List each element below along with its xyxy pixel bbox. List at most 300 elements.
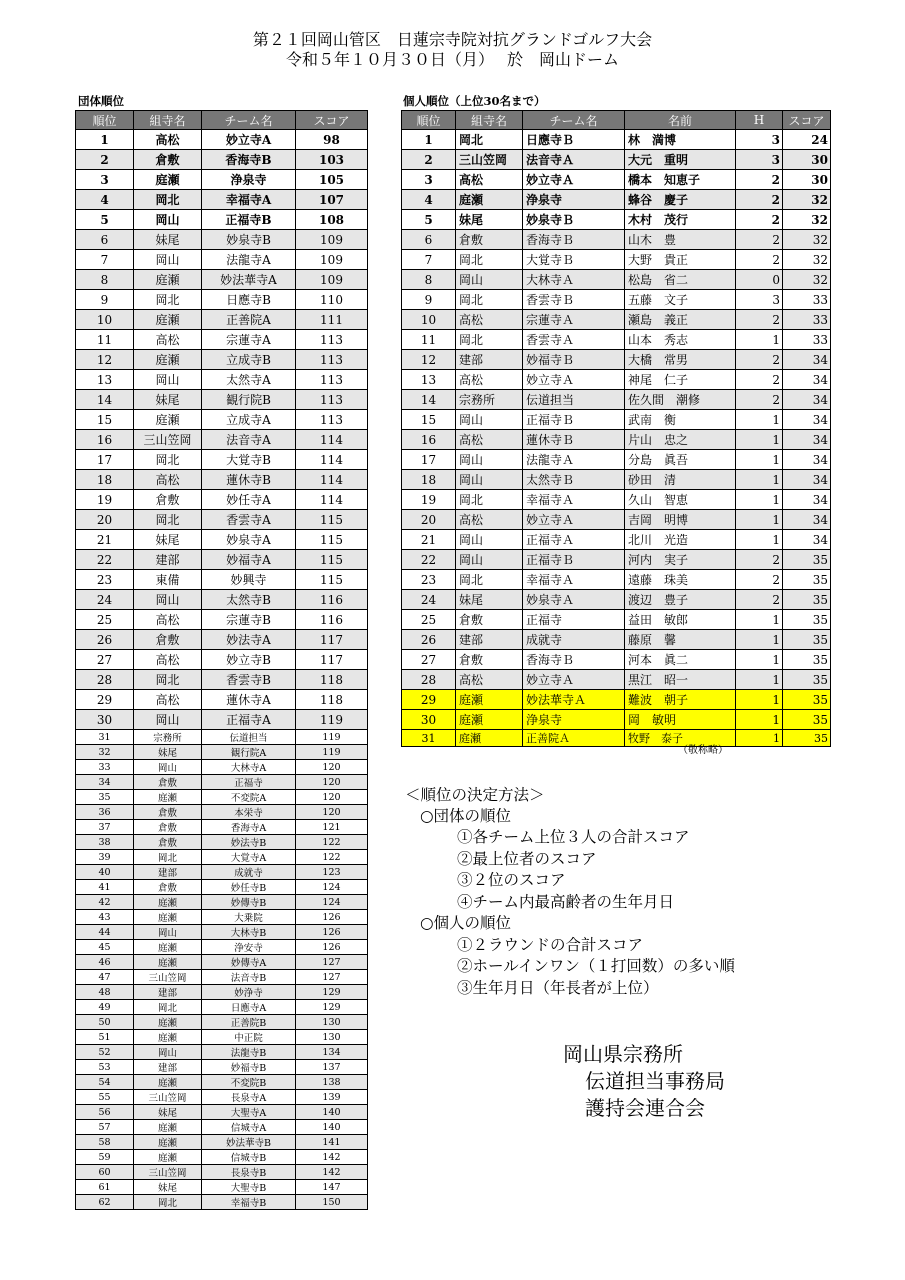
team-row: [76, 210, 368, 230]
team-row: [76, 290, 368, 310]
team-row: [76, 490, 368, 510]
team-cell-team: 正福寺B: [202, 210, 296, 230]
team-cell-score: 115: [296, 550, 368, 570]
team-cell-rank: 50: [76, 1015, 134, 1030]
individual-cell-team: 浄泉寺: [523, 710, 625, 730]
team-cell-group: 庭瀬: [134, 170, 202, 190]
team-cell-team: 妙浄寺: [202, 985, 296, 1000]
individual-row: [402, 710, 831, 730]
team-cell-rank: 6: [76, 230, 134, 250]
team-cell-rank: 57: [76, 1120, 134, 1135]
team-cell-rank: 2: [76, 150, 134, 170]
team-cell-score: 114: [296, 450, 368, 470]
individual-cell-name: 砂田 清: [625, 470, 736, 490]
individual-cell-h: 2: [736, 350, 783, 370]
team-cell-score: 123: [296, 865, 368, 880]
header-score: スコア: [296, 111, 368, 130]
team-cell-team: 妙福寺B: [202, 1060, 296, 1075]
individual-cell-h: 2: [736, 590, 783, 610]
individual-cell-rank: 15: [402, 410, 456, 430]
team-cell-team: 太然寺B: [202, 590, 296, 610]
team-cell-group: 庭瀬: [134, 895, 202, 910]
header-rank: 順位: [76, 111, 134, 130]
team-cell-score: 120: [296, 760, 368, 775]
individual-cell-name: 武南 衡: [625, 410, 736, 430]
team-cell-rank: 29: [76, 690, 134, 710]
team-cell-team: 正福寺: [202, 775, 296, 790]
team-cell-rank: 44: [76, 925, 134, 940]
team-cell-rank: 15: [76, 410, 134, 430]
individual-cell-team: 日應寺Ｂ: [523, 130, 625, 150]
individual-cell-rank: 6: [402, 230, 456, 250]
individual-ranking-label: 個人順位（上位30名まで）: [403, 94, 546, 108]
team-row: [76, 350, 368, 370]
team-cell-rank: 55: [76, 1090, 134, 1105]
team-row: [76, 1195, 368, 1210]
individual-row: [402, 410, 831, 430]
individual-cell-h: 1: [736, 430, 783, 450]
team-cell-team: 正福寺A: [202, 710, 296, 730]
team-cell-score: 150: [296, 1195, 368, 1210]
individual-cell-grp: 岡山: [456, 450, 523, 470]
individual-cell-score: 34: [783, 370, 831, 390]
team-cell-score: 140: [296, 1105, 368, 1120]
team-cell-group: 庭瀬: [134, 955, 202, 970]
team-row: [76, 1120, 368, 1135]
individual-cell-team: 正善院Ａ: [523, 730, 625, 747]
individual-row: [402, 550, 831, 570]
team-row: [76, 850, 368, 865]
individual-cell-name: 北川 光造: [625, 530, 736, 550]
individual-cell-score: 33: [783, 310, 831, 330]
individual-cell-name: 五藤 文子: [625, 290, 736, 310]
individual-row: [402, 370, 831, 390]
team-cell-rank: 49: [76, 1000, 134, 1015]
team-cell-group: 庭瀬: [134, 1150, 202, 1165]
individual-row: [402, 470, 831, 490]
team-cell-rank: 26: [76, 630, 134, 650]
individual-cell-name: 山本 秀志: [625, 330, 736, 350]
team-cell-team: 妙福寺A: [202, 550, 296, 570]
individual-row: [402, 730, 831, 747]
team-cell-team: 大覚寺A: [202, 850, 296, 865]
individual-row: [402, 390, 831, 410]
individual-row: [402, 130, 831, 150]
team-row: [76, 370, 368, 390]
individual-cell-rank: 18: [402, 470, 456, 490]
team-row: [76, 410, 368, 430]
team-cell-rank: 34: [76, 775, 134, 790]
team-row: [76, 690, 368, 710]
individual-cell-team: 香雲寺Ｂ: [523, 290, 625, 310]
team-cell-team: 大覚寺B: [202, 450, 296, 470]
individual-cell-grp: 岡山: [456, 470, 523, 490]
individual-cell-grp: 庭瀬: [456, 710, 523, 730]
individual-cell-team: 太然寺Ｂ: [523, 470, 625, 490]
team-cell-team: 法龍寺B: [202, 1045, 296, 1060]
individual-cell-rank: 12: [402, 350, 456, 370]
individual-cell-team: 宗蓮寺Ａ: [523, 310, 625, 330]
individual-cell-team: 妙立寺Ａ: [523, 370, 625, 390]
individual-cell-score: 35: [783, 610, 831, 630]
team-row: [76, 710, 368, 730]
individual-cell-rank: 1: [402, 130, 456, 150]
individual-cell-rank: 31: [402, 730, 456, 747]
honorifics-note: （敬称略）: [678, 745, 728, 756]
team-cell-rank: 22: [76, 550, 134, 570]
individual-cell-grp: 建部: [456, 630, 523, 650]
individual-cell-h: 1: [736, 470, 783, 490]
team-cell-rank: 18: [76, 470, 134, 490]
team-cell-team: 香海寺A: [202, 820, 296, 835]
team-cell-score: 111: [296, 310, 368, 330]
team-cell-team: 不変院A: [202, 790, 296, 805]
document-title: 第２１回岡山管区 日蓮宗寺院対抗グランドゴルフ大会: [252, 30, 653, 49]
individual-cell-grp: 庭瀬: [456, 730, 523, 747]
team-cell-group: 倉敷: [134, 820, 202, 835]
team-method-item: ④チーム内最高齢者の生年月日: [457, 893, 675, 911]
individual-cell-grp: 高松: [456, 430, 523, 450]
team-cell-group: 岡北: [134, 450, 202, 470]
individual-cell-name: 牧野 泰子: [625, 730, 736, 747]
team-cell-score: 130: [296, 1030, 368, 1045]
team-cell-group: 倉敷: [134, 775, 202, 790]
team-row: [76, 790, 368, 805]
team-cell-team: 妙泉寺B: [202, 230, 296, 250]
individual-cell-rank: 29: [402, 690, 456, 710]
team-row: [76, 745, 368, 760]
team-cell-team: 妙興寺: [202, 570, 296, 590]
team-cell-rank: 9: [76, 290, 134, 310]
team-cell-team: 妙任寺A: [202, 490, 296, 510]
team-cell-score: 120: [296, 805, 368, 820]
individual-cell-score: 35: [783, 630, 831, 650]
team-cell-rank: 21: [76, 530, 134, 550]
team-cell-group: 岡北: [134, 670, 202, 690]
team-cell-score: 139: [296, 1090, 368, 1105]
header-team: チーム名: [202, 111, 296, 130]
individual-cell-team: 正福寺: [523, 610, 625, 630]
individual-cell-name: 河本 眞二: [625, 650, 736, 670]
individual-cell-score: 34: [783, 450, 831, 470]
individual-cell-score: 34: [783, 350, 831, 370]
individual-row: [402, 150, 831, 170]
team-row: [76, 130, 368, 150]
team-cell-team: 本栄寺: [202, 805, 296, 820]
individual-cell-h: 1: [736, 450, 783, 470]
team-cell-group: 東備: [134, 570, 202, 590]
team-cell-team: 大林寺A: [202, 760, 296, 775]
team-cell-group: 三山笠岡: [134, 1090, 202, 1105]
individual-cell-rank: 4: [402, 190, 456, 210]
team-cell-group: 岡山: [134, 760, 202, 775]
individual-cell-score: 24: [783, 130, 831, 150]
individual-cell-h: 2: [736, 230, 783, 250]
individual-cell-grp: 岡山: [456, 410, 523, 430]
team-cell-team: 妙任寺B: [202, 880, 296, 895]
team-cell-team: 正善院A: [202, 310, 296, 330]
individual-cell-h: 2: [736, 310, 783, 330]
individual-row: [402, 530, 831, 550]
individual-cell-grp: 岡北: [456, 490, 523, 510]
team-cell-team: 伝道担当: [202, 730, 296, 745]
team-cell-score: 140: [296, 1120, 368, 1135]
team-cell-rank: 1: [76, 130, 134, 150]
team-cell-rank: 16: [76, 430, 134, 450]
team-cell-score: 126: [296, 910, 368, 925]
individual-cell-team: 妙立寺Ａ: [523, 670, 625, 690]
team-row: [76, 150, 368, 170]
team-cell-score: 108: [296, 210, 368, 230]
team-row: [76, 1090, 368, 1105]
team-cell-group: 岡北: [134, 850, 202, 865]
individual-cell-rank: 20: [402, 510, 456, 530]
individual-cell-rank: 24: [402, 590, 456, 610]
individual-cell-name: 片山 忠之: [625, 430, 736, 450]
team-cell-score: 109: [296, 250, 368, 270]
individual-cell-rank: 13: [402, 370, 456, 390]
team-cell-rank: 28: [76, 670, 134, 690]
team-cell-group: 岡山: [134, 370, 202, 390]
team-cell-group: 建部: [134, 550, 202, 570]
team-cell-group: 高松: [134, 470, 202, 490]
individual-cell-grp: 宗務所: [456, 390, 523, 410]
team-cell-group: 庭瀬: [134, 310, 202, 330]
individual-cell-rank: 7: [402, 250, 456, 270]
team-cell-score: 122: [296, 850, 368, 865]
individual-method-item: ③生年月日（年長者が上位）: [457, 979, 659, 997]
individual-cell-team: 妙立寺Ａ: [523, 170, 625, 190]
individual-cell-h: 2: [736, 390, 783, 410]
individual-cell-score: 34: [783, 430, 831, 450]
team-cell-score: 105: [296, 170, 368, 190]
team-cell-score: 118: [296, 690, 368, 710]
individual-cell-grp: 岡北: [456, 330, 523, 350]
team-row: [76, 390, 368, 410]
team-cell-score: 113: [296, 350, 368, 370]
individual-row: [402, 170, 831, 190]
header-group: 組寺名: [134, 111, 202, 130]
team-cell-score: 134: [296, 1045, 368, 1060]
individual-cell-rank: 2: [402, 150, 456, 170]
individual-row: [402, 190, 831, 210]
team-method-item: ③２位のスコア: [457, 871, 566, 889]
individual-cell-name: 神尾 仁子: [625, 370, 736, 390]
team-cell-rank: 14: [76, 390, 134, 410]
individual-ranking-table: [401, 110, 831, 747]
team-row: [76, 610, 368, 630]
individual-cell-rank: 14: [402, 390, 456, 410]
individual-cell-h: 1: [736, 670, 783, 690]
team-cell-rank: 11: [76, 330, 134, 350]
team-row: [76, 630, 368, 650]
team-cell-group: 宗務所: [134, 730, 202, 745]
individual-row: [402, 610, 831, 630]
team-row: [76, 270, 368, 290]
team-cell-rank: 23: [76, 570, 134, 590]
individual-cell-rank: 5: [402, 210, 456, 230]
individual-cell-name: 難波 朝子: [625, 690, 736, 710]
individual-cell-grp: 岡北: [456, 570, 523, 590]
team-cell-score: 114: [296, 490, 368, 510]
individual-cell-name: 木村 茂行: [625, 210, 736, 230]
team-row: [76, 895, 368, 910]
team-cell-team: 妙法寺A: [202, 630, 296, 650]
team-row: [76, 230, 368, 250]
team-cell-group: 建部: [134, 865, 202, 880]
team-row: [76, 190, 368, 210]
team-cell-rank: 27: [76, 650, 134, 670]
team-cell-score: 103: [296, 150, 368, 170]
team-cell-score: 115: [296, 510, 368, 530]
individual-cell-score: 32: [783, 250, 831, 270]
team-cell-score: 127: [296, 970, 368, 985]
team-row: [76, 1135, 368, 1150]
individual-cell-grp: 高松: [456, 370, 523, 390]
team-cell-group: 倉敷: [134, 630, 202, 650]
individual-cell-score: 35: [783, 550, 831, 570]
individual-cell-h: 2: [736, 570, 783, 590]
individual-cell-name: 遠藤 珠美: [625, 570, 736, 590]
team-row: [76, 530, 368, 550]
team-row: [76, 835, 368, 850]
team-cell-rank: 13: [76, 370, 134, 390]
team-cell-team: 宗蓮寺B: [202, 610, 296, 630]
individual-cell-score: 33: [783, 290, 831, 310]
team-cell-rank: 56: [76, 1105, 134, 1120]
individual-cell-score: 35: [783, 570, 831, 590]
team-cell-score: 142: [296, 1165, 368, 1180]
team-cell-score: 114: [296, 470, 368, 490]
team-cell-team: 太然寺A: [202, 370, 296, 390]
team-cell-score: 113: [296, 390, 368, 410]
team-cell-rank: 20: [76, 510, 134, 530]
individual-cell-team: 正福寺Ａ: [523, 530, 625, 550]
team-cell-score: 110: [296, 290, 368, 310]
individual-cell-h: 1: [736, 510, 783, 530]
individual-row: [402, 570, 831, 590]
team-row: [76, 590, 368, 610]
team-cell-score: 118: [296, 670, 368, 690]
team-cell-team: 浄泉寺: [202, 170, 296, 190]
team-cell-team: 日應寺A: [202, 1000, 296, 1015]
individual-cell-name: 益田 敏郎: [625, 610, 736, 630]
individual-cell-grp: 岡山: [456, 530, 523, 550]
team-cell-rank: 48: [76, 985, 134, 1000]
team-cell-score: 113: [296, 410, 368, 430]
team-cell-rank: 39: [76, 850, 134, 865]
team-cell-group: 岡山: [134, 925, 202, 940]
team-cell-team: 立成寺A: [202, 410, 296, 430]
individual-cell-h: 1: [736, 710, 783, 730]
header-group: 組寺名: [456, 111, 523, 130]
individual-cell-score: 30: [783, 150, 831, 170]
team-cell-score: 142: [296, 1150, 368, 1165]
individual-cell-rank: 3: [402, 170, 456, 190]
team-row: [76, 985, 368, 1000]
method-heading: ＜順位の決定方法＞: [405, 786, 545, 804]
individual-cell-score: 35: [783, 730, 831, 747]
team-cell-team: 妙法華寺A: [202, 270, 296, 290]
individual-cell-rank: 8: [402, 270, 456, 290]
team-cell-score: 126: [296, 925, 368, 940]
individual-cell-grp: 妹尾: [456, 590, 523, 610]
individual-cell-name: 渡辺 豊子: [625, 590, 736, 610]
individual-row: [402, 270, 831, 290]
team-cell-group: 妹尾: [134, 1180, 202, 1195]
team-cell-score: 115: [296, 530, 368, 550]
team-cell-team: 大乗院: [202, 910, 296, 925]
individual-row: [402, 510, 831, 530]
team-cell-group: 岡山: [134, 590, 202, 610]
organizer-name: 伝道担当事務局: [585, 1069, 725, 1093]
individual-cell-team: 幸福寺Ａ: [523, 570, 625, 590]
individual-cell-h: 2: [736, 170, 783, 190]
team-cell-score: 121: [296, 820, 368, 835]
team-cell-rank: 25: [76, 610, 134, 630]
team-cell-team: 妙泉寺A: [202, 530, 296, 550]
team-row: [76, 925, 368, 940]
team-cell-score: 114: [296, 430, 368, 450]
team-cell-group: 妹尾: [134, 230, 202, 250]
individual-row: [402, 430, 831, 450]
team-row: [76, 955, 368, 970]
individual-cell-score: 35: [783, 710, 831, 730]
individual-cell-team: 香海寺Ｂ: [523, 650, 625, 670]
individual-cell-name: 蜂谷 慶子: [625, 190, 736, 210]
team-cell-team: 香雲寺B: [202, 670, 296, 690]
individual-cell-team: 伝道担当: [523, 390, 625, 410]
team-cell-rank: 32: [76, 745, 134, 760]
team-cell-team: 信城寺B: [202, 1150, 296, 1165]
individual-row: [402, 330, 831, 350]
individual-cell-grp: 岡山: [456, 550, 523, 570]
individual-cell-name: 松島 省二: [625, 270, 736, 290]
team-cell-rank: 54: [76, 1075, 134, 1090]
team-row: [76, 1165, 368, 1180]
team-cell-group: 岡山: [134, 1045, 202, 1060]
team-cell-score: 117: [296, 650, 368, 670]
header-team: チーム名: [523, 111, 625, 130]
team-cell-group: 庭瀬: [134, 790, 202, 805]
team-cell-rank: 45: [76, 940, 134, 955]
team-cell-score: 113: [296, 370, 368, 390]
team-cell-team: 観行院B: [202, 390, 296, 410]
individual-cell-name: 橋本 知恵子: [625, 170, 736, 190]
individual-cell-name: 林 満博: [625, 130, 736, 150]
individual-cell-team: 蓮休寺Ｂ: [523, 430, 625, 450]
team-row: [76, 1075, 368, 1090]
individual-cell-rank: 11: [402, 330, 456, 350]
team-cell-group: 妹尾: [134, 745, 202, 760]
team-cell-team: 大林寺B: [202, 925, 296, 940]
team-cell-score: 126: [296, 940, 368, 955]
individual-cell-score: 30: [783, 170, 831, 190]
team-row: [76, 310, 368, 330]
individual-cell-name: 岡 敏明: [625, 710, 736, 730]
team-cell-group: 岡山: [134, 250, 202, 270]
individual-cell-team: 浄泉寺: [523, 190, 625, 210]
team-cell-team: 大聖寺B: [202, 1180, 296, 1195]
team-cell-rank: 5: [76, 210, 134, 230]
individual-cell-rank: 27: [402, 650, 456, 670]
individual-cell-score: 34: [783, 410, 831, 430]
organizer-name: 護持会連合会: [585, 1096, 705, 1120]
header-score: スコア: [783, 111, 831, 130]
individual-cell-name: 大元 重明: [625, 150, 736, 170]
team-cell-team: 正善院B: [202, 1015, 296, 1030]
team-cell-group: 妹尾: [134, 390, 202, 410]
